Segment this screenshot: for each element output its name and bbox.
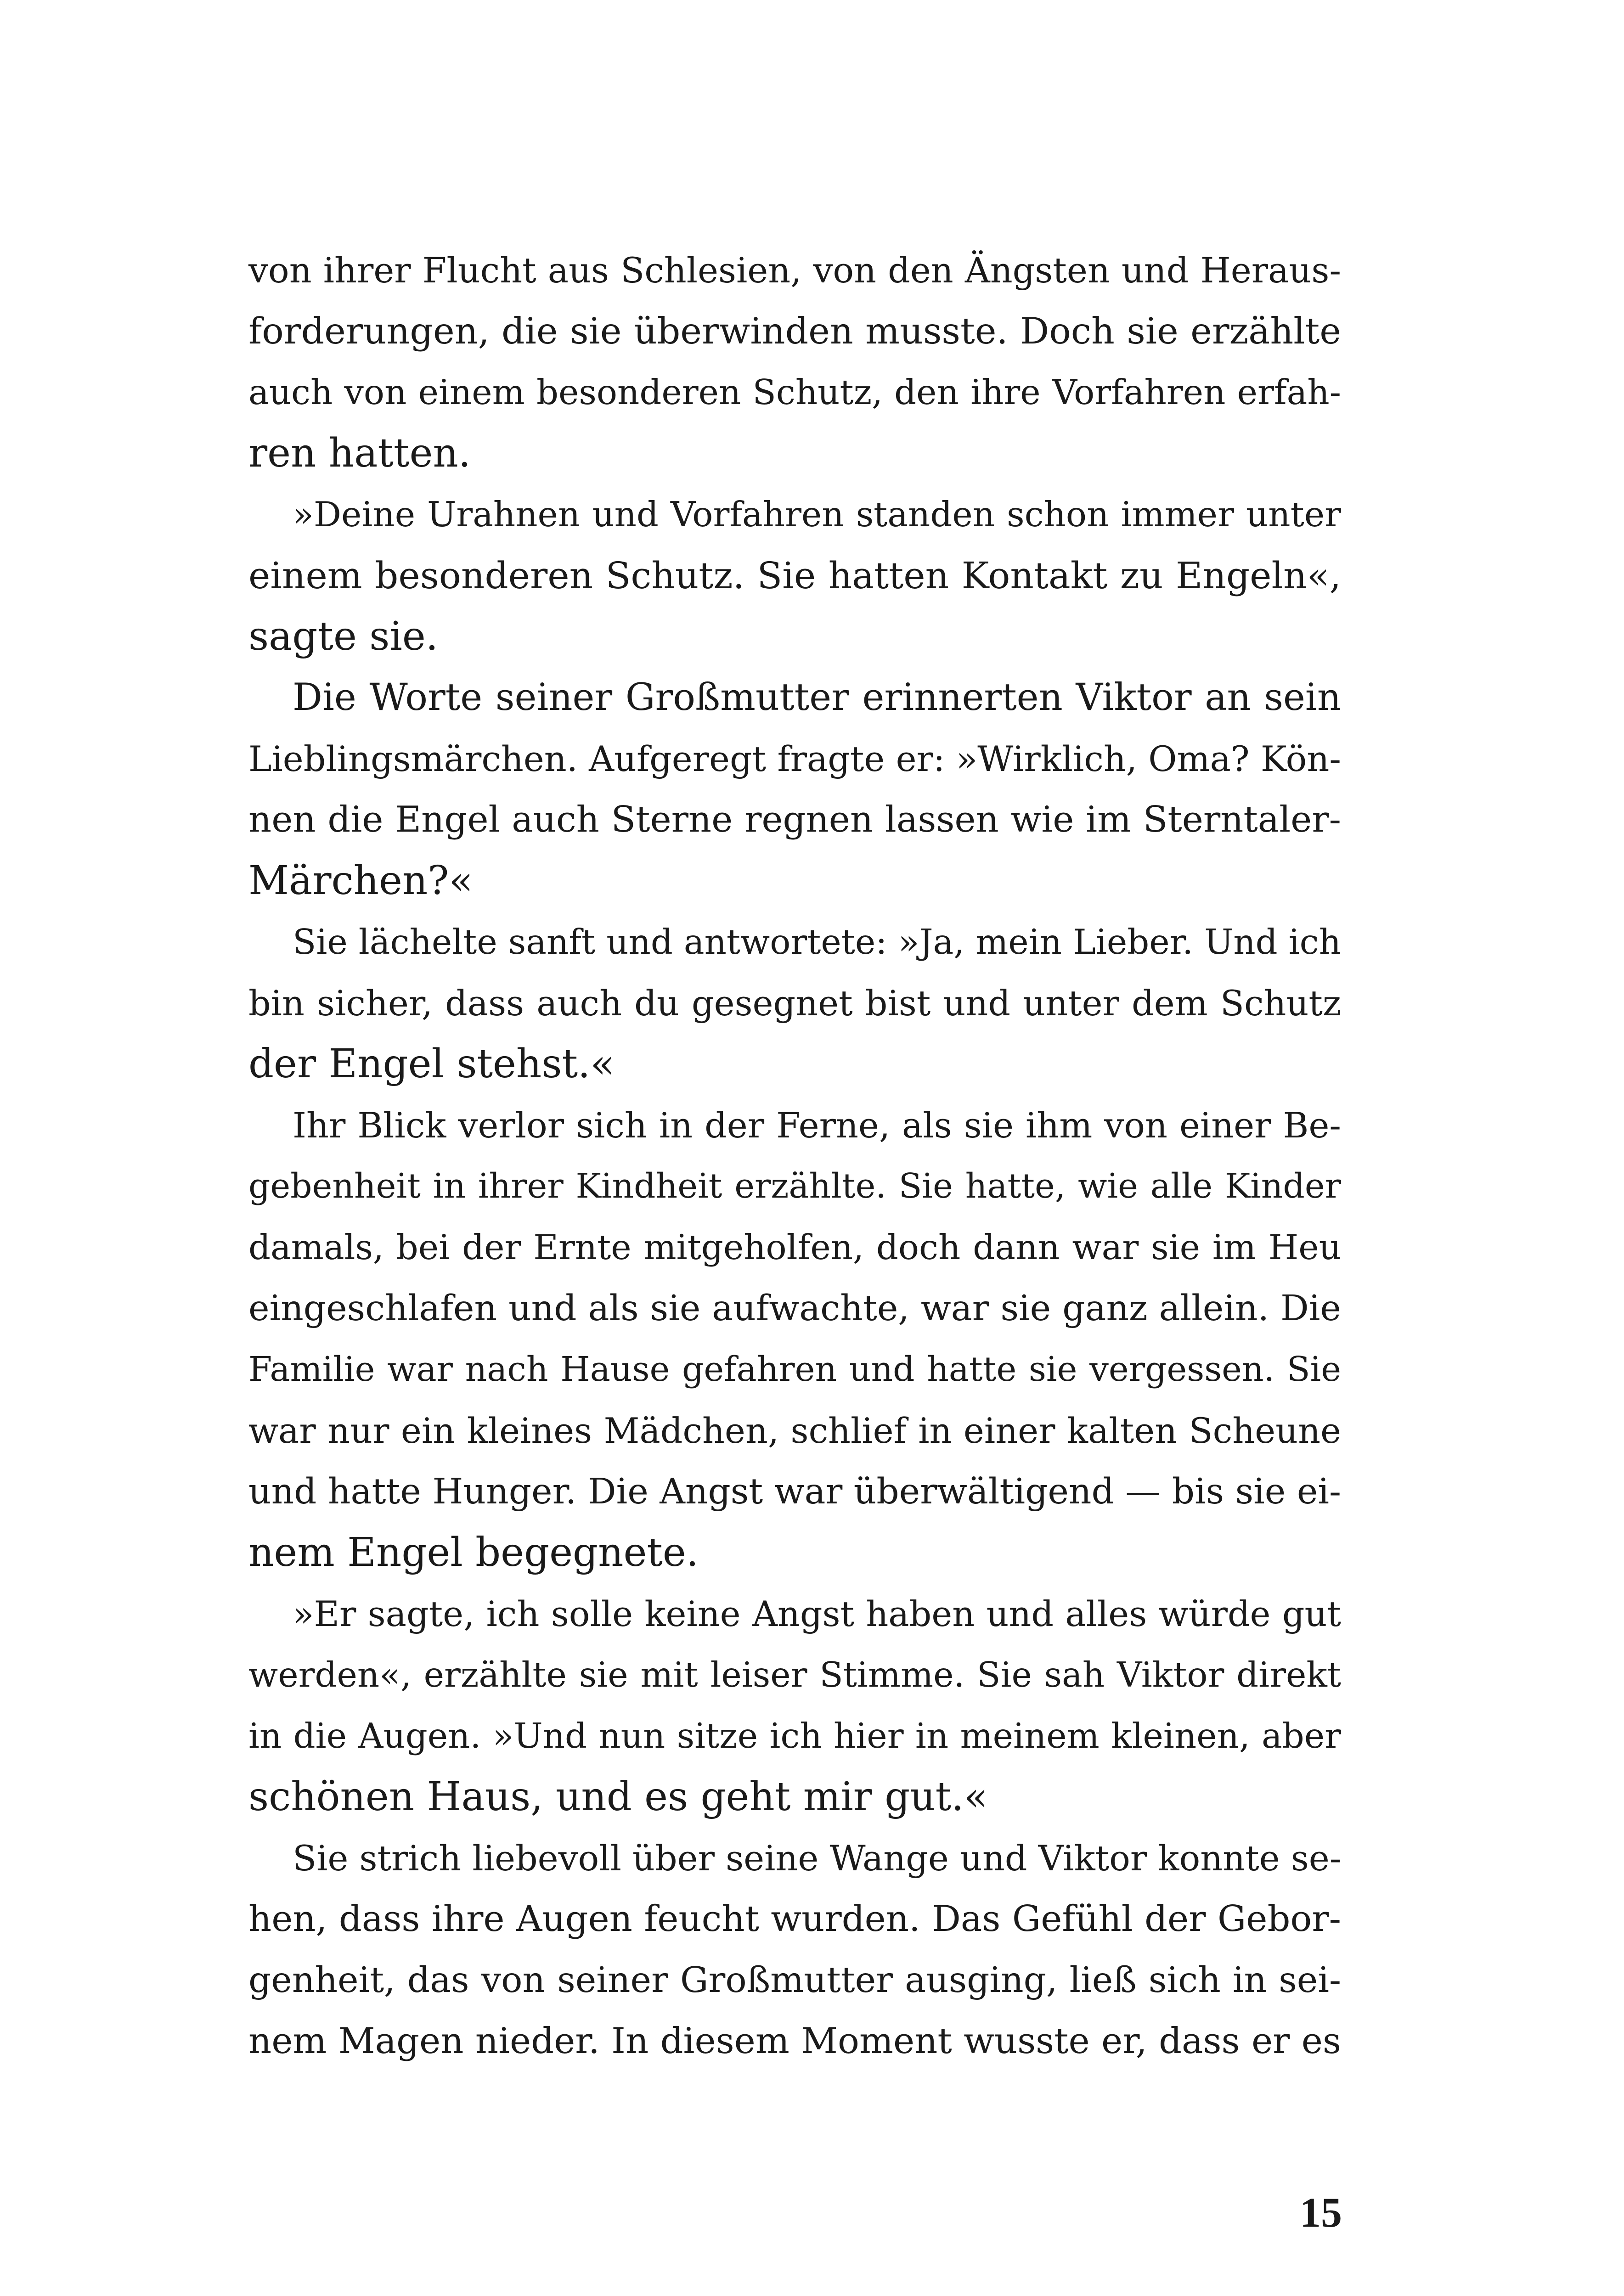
text-line: gebenheit in ihrer Kindheit erzählte. Sie hatte, wie alle Kinder xyxy=(248,1166,1341,1206)
paragraph xyxy=(248,484,1341,667)
text-line: genheit, das von seiner Großmutter ausging, ließ sich in sei- xyxy=(248,1960,1341,2001)
paragraph xyxy=(248,912,1341,1095)
paragraph xyxy=(248,1583,1341,1828)
text-line: Märchen?« xyxy=(248,858,473,904)
text-line: Sie strich liebevoll über seine Wange und Viktor konnte se- xyxy=(293,1838,1342,1879)
text-line: Lieblingsmärchen. Aufgeregt fragte er: »Wirklich, Oma? Kön- xyxy=(248,738,1341,779)
text-line: hen, dass ihre Augen feucht wurden. Das Gefühl der Gebor- xyxy=(248,1898,1341,1940)
text-line: nem Engel begegnete. xyxy=(248,1530,699,1576)
text-line: werden«, erzählte sie mit leiser Stimme. Sie sah Viktor direkt xyxy=(248,1654,1341,1695)
text-line: eingeschlafen und als sie aufwachte, war sie ganz allein. Die xyxy=(248,1288,1341,1329)
text-line: Ihr Blick verlor sich in der Ferne, als sie ihm von einer Be- xyxy=(293,1105,1341,1146)
text-line: Die Worte seiner Großmutter erinnerten Viktor an sein xyxy=(293,676,1341,719)
paragraph xyxy=(248,1095,1341,1583)
text-line: »Er sagte, ich solle keine Angst haben und alles würde gut xyxy=(293,1593,1341,1634)
paragraph xyxy=(248,667,1341,912)
text-line: Sie lächelte sanft und antwortete: »Ja, mein Lieber. Und ich xyxy=(293,922,1341,962)
text-line: der Engel stehst.« xyxy=(248,1041,615,1087)
text-line: bin sicher, dass auch du gesegnet bist und unter dem Schutz xyxy=(248,983,1341,1024)
text-line: ren hatten. xyxy=(248,430,471,476)
text-line: nen die Engel auch Sterne regnen lassen wie im Sterntaler- xyxy=(248,799,1341,840)
paragraph xyxy=(248,1828,1341,2072)
page-number: 15 xyxy=(1300,2189,1342,2236)
text-line: nem Magen nieder. In diesem Moment wusste er, dass er es xyxy=(248,2020,1341,2062)
text-line: »Deine Urahnen und Vorfahren standen schon immer unter xyxy=(293,494,1341,535)
body-text xyxy=(248,240,1341,2072)
text-line: damals, bei der Ernte mitgeholfen, doch dann war sie im Heu xyxy=(248,1227,1341,1267)
text-line: auch von einem besonderen Schutz, den ihre Vorfahren erfah- xyxy=(248,372,1341,412)
paragraph xyxy=(248,240,1341,484)
text-line: von ihrer Flucht aus Schlesien, von den Ängsten und Heraus- xyxy=(248,250,1341,291)
text-line: einem besonderen Schutz. Sie hatten Kontakt zu Engeln«, xyxy=(248,554,1341,597)
text-line: und hatte Hunger. Die Angst war überwältigend — bis sie ei- xyxy=(248,1471,1342,1512)
text-line: in die Augen. »Und nun sitze ich hier in meinem kleinen, aber xyxy=(248,1716,1341,1756)
text-line: Familie war nach Hause gefahren und hatte sie vergessen. Sie xyxy=(248,1350,1341,1389)
text-line: war nur ein kleines Mädchen, schlief in einer kalten Scheune xyxy=(248,1410,1341,1451)
text-line: schönen Haus, und es geht mir gut.« xyxy=(248,1774,988,1820)
text-line: forderungen, die sie überwinden musste. Doch sie erzählte xyxy=(248,310,1341,352)
text-line: sagte sie. xyxy=(248,613,439,659)
